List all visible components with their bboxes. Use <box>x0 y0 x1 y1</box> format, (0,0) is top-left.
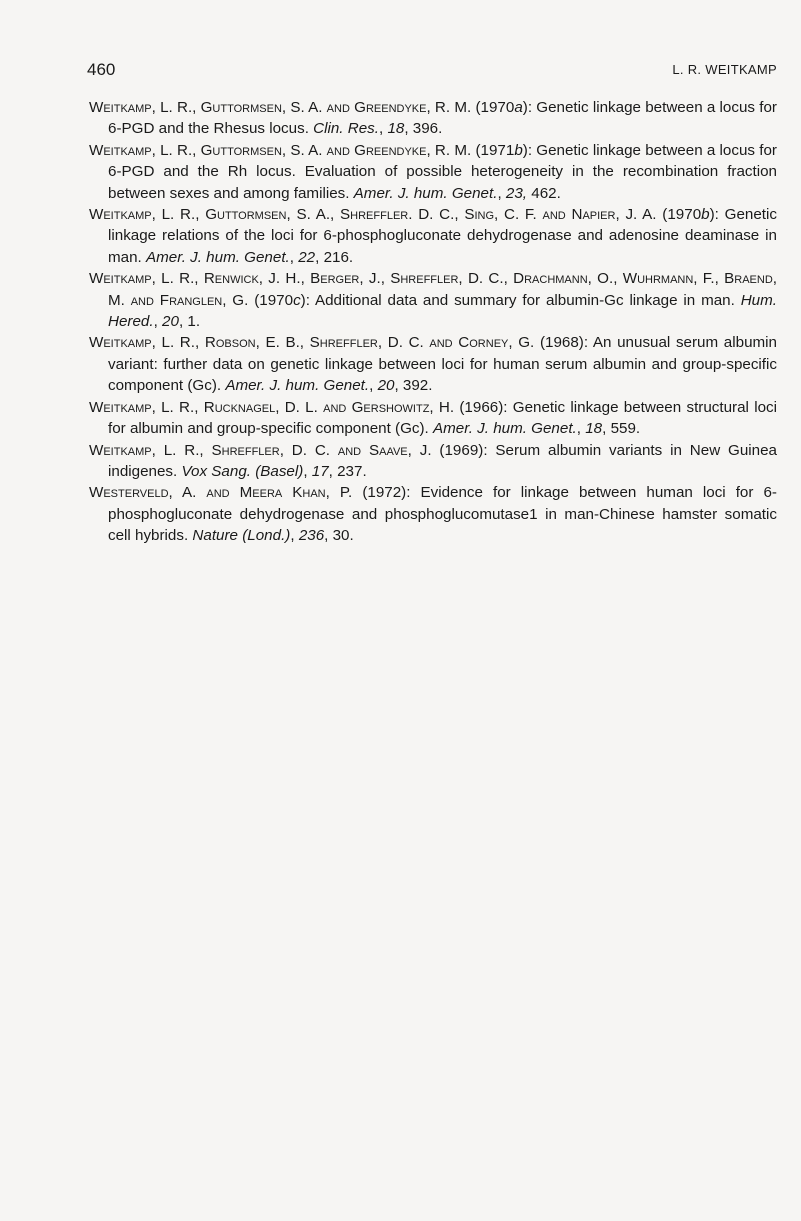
reference-separator: , <box>497 184 506 202</box>
reference-year-close: ): <box>522 99 533 116</box>
reference-entry <box>89 268 777 332</box>
reference-separator: , <box>303 462 312 480</box>
reference-year-close: ): <box>300 291 310 309</box>
reference-volume: 17 <box>311 462 329 480</box>
reference-volume: 18 <box>585 420 603 438</box>
reference-pages: , 392. <box>394 377 433 395</box>
reference-entry <box>89 482 777 546</box>
reference-title: Genetic linkage between a locus for 6-PGD and the Rh locus. Evaluation of possible heterogeneity in the recombination fraction between sexes and among families. <box>108 141 777 202</box>
reference-authors: Weitkamp, L. R., Renwick, J. H., Berger, J., Shreffler, D. C., Drachmann, O., Wuhrmann, F., Braend, M. and Franglen, G. <box>89 270 777 309</box>
reference-journal: Amer. J. hum. Genet. <box>145 248 290 266</box>
reference-list <box>89 97 777 547</box>
reference-separator: , <box>290 527 299 545</box>
reference-title: Genetic linkage relations of the loci for 6-phosphogluconate dehydrogenase and adenosine deaminase in man. <box>108 206 777 266</box>
reference-journal: Hum. Hered. <box>108 291 777 331</box>
reference-pages: , 237. <box>328 462 367 480</box>
reference-authors: Westerveld, A. and Meera Khan, P. <box>89 484 353 502</box>
reference-separator: , <box>378 120 388 138</box>
reference-year: (1966): <box>459 398 508 416</box>
reference-year: (1971 <box>475 141 515 159</box>
page-header <box>87 60 777 84</box>
reference-authors: Weitkamp, L. R., Robson, E. B., Shreffler, D. C. and Corney, G. <box>89 334 535 352</box>
reference-title: Evidence for linkage between human loci for 6-phosphogluconate dehydrogenase and phosphoglucomutase1 in man-Chinese hamster somatic cell hybrids. <box>108 484 777 545</box>
reference-year-suffix: a <box>514 99 523 116</box>
reference-separator: , <box>576 420 586 438</box>
reference-pages: , 30. <box>324 527 354 545</box>
reference-year: (1970 <box>475 99 515 116</box>
reference-journal: Nature (Lond.) <box>192 527 291 545</box>
reference-entry <box>89 97 777 140</box>
reference-year-close: ): <box>709 206 719 224</box>
reference-authors: Weitkamp, L. R., Guttormsen, S. A., Shreffler. D. C., Sing, C. F. and Napier, J. A. <box>89 206 657 224</box>
reference-title: Additional data and summary for albumin-Gc linkage in man. <box>309 291 741 309</box>
reference-year-suffix: c <box>293 291 301 309</box>
reference-pages: , 559. <box>602 420 641 438</box>
reference-separator: , <box>289 248 299 266</box>
reference-separator: , <box>369 377 378 395</box>
reference-journal: Amer. J. hum. Genet. <box>225 377 370 395</box>
reference-title: Genetic linkage between a locus for 6-PGD and the Rhesus locus. <box>108 99 777 138</box>
reference-separator: , <box>153 313 163 331</box>
reference-year: (1970 <box>254 291 294 309</box>
reference-volume: 22 <box>298 248 316 266</box>
reference-volume: 236 <box>298 527 325 545</box>
reference-entry <box>89 204 777 268</box>
reference-year-close: ): <box>522 141 533 159</box>
reference-entry <box>89 140 777 204</box>
reference-journal: Clin. Res. <box>313 120 379 138</box>
reference-entry <box>89 440 777 483</box>
reference-pages: 462. <box>527 184 561 202</box>
reference-year: (1972): <box>362 484 411 502</box>
reference-title: Serum albumin variants in New Guinea indigenes. <box>108 441 778 480</box>
reference-title: Genetic linkage between structural loci for albumin and group-specific component (Gc). <box>108 398 777 438</box>
reference-journal: Amer. J. hum. Genet. <box>433 420 577 438</box>
reference-volume: 20 <box>377 377 395 395</box>
reference-entry <box>89 332 777 396</box>
reference-year: (1970 <box>662 206 702 224</box>
reference-journal: Vox Sang. (Basel) <box>181 462 304 480</box>
reference-volume: 18 <box>387 120 405 138</box>
reference-title: An unusual serum albumin variant: further data on genetic linkage between loci for human serum albumin and group-specific component (Gc). <box>108 334 777 395</box>
reference-year: (1969): <box>439 441 488 459</box>
reference-journal: Amer. J. hum. Genet. <box>353 184 498 202</box>
reference-year-suffix: b <box>514 141 523 159</box>
reference-volume: 20 <box>162 313 179 331</box>
reference-pages: , 1. <box>178 313 201 331</box>
reference-year-suffix: b <box>701 206 710 224</box>
reference-pages: , 396. <box>404 120 443 138</box>
reference-pages: , 216. <box>315 248 354 266</box>
reference-year: (1968): <box>539 334 589 352</box>
reference-authors: Weitkamp, L. R., Guttormsen, S. A. and Greendyke, R. M. <box>89 141 472 159</box>
reference-authors: Weitkamp, L. R., Shreffler, D. C. and Saave, J. <box>89 441 432 459</box>
reference-volume: 23, <box>505 184 528 202</box>
reference-authors: Weitkamp, L. R., Guttormsen, S. A. and Greendyke, R. M. <box>89 99 472 116</box>
page-number: 460 <box>87 60 116 79</box>
reference-authors: Weitkamp, L. R., Rucknagel, D. L. and Gershowitz, H. <box>89 398 455 416</box>
running-head: L. R. WEITKAMP <box>672 62 777 77</box>
reference-entry <box>89 397 777 440</box>
